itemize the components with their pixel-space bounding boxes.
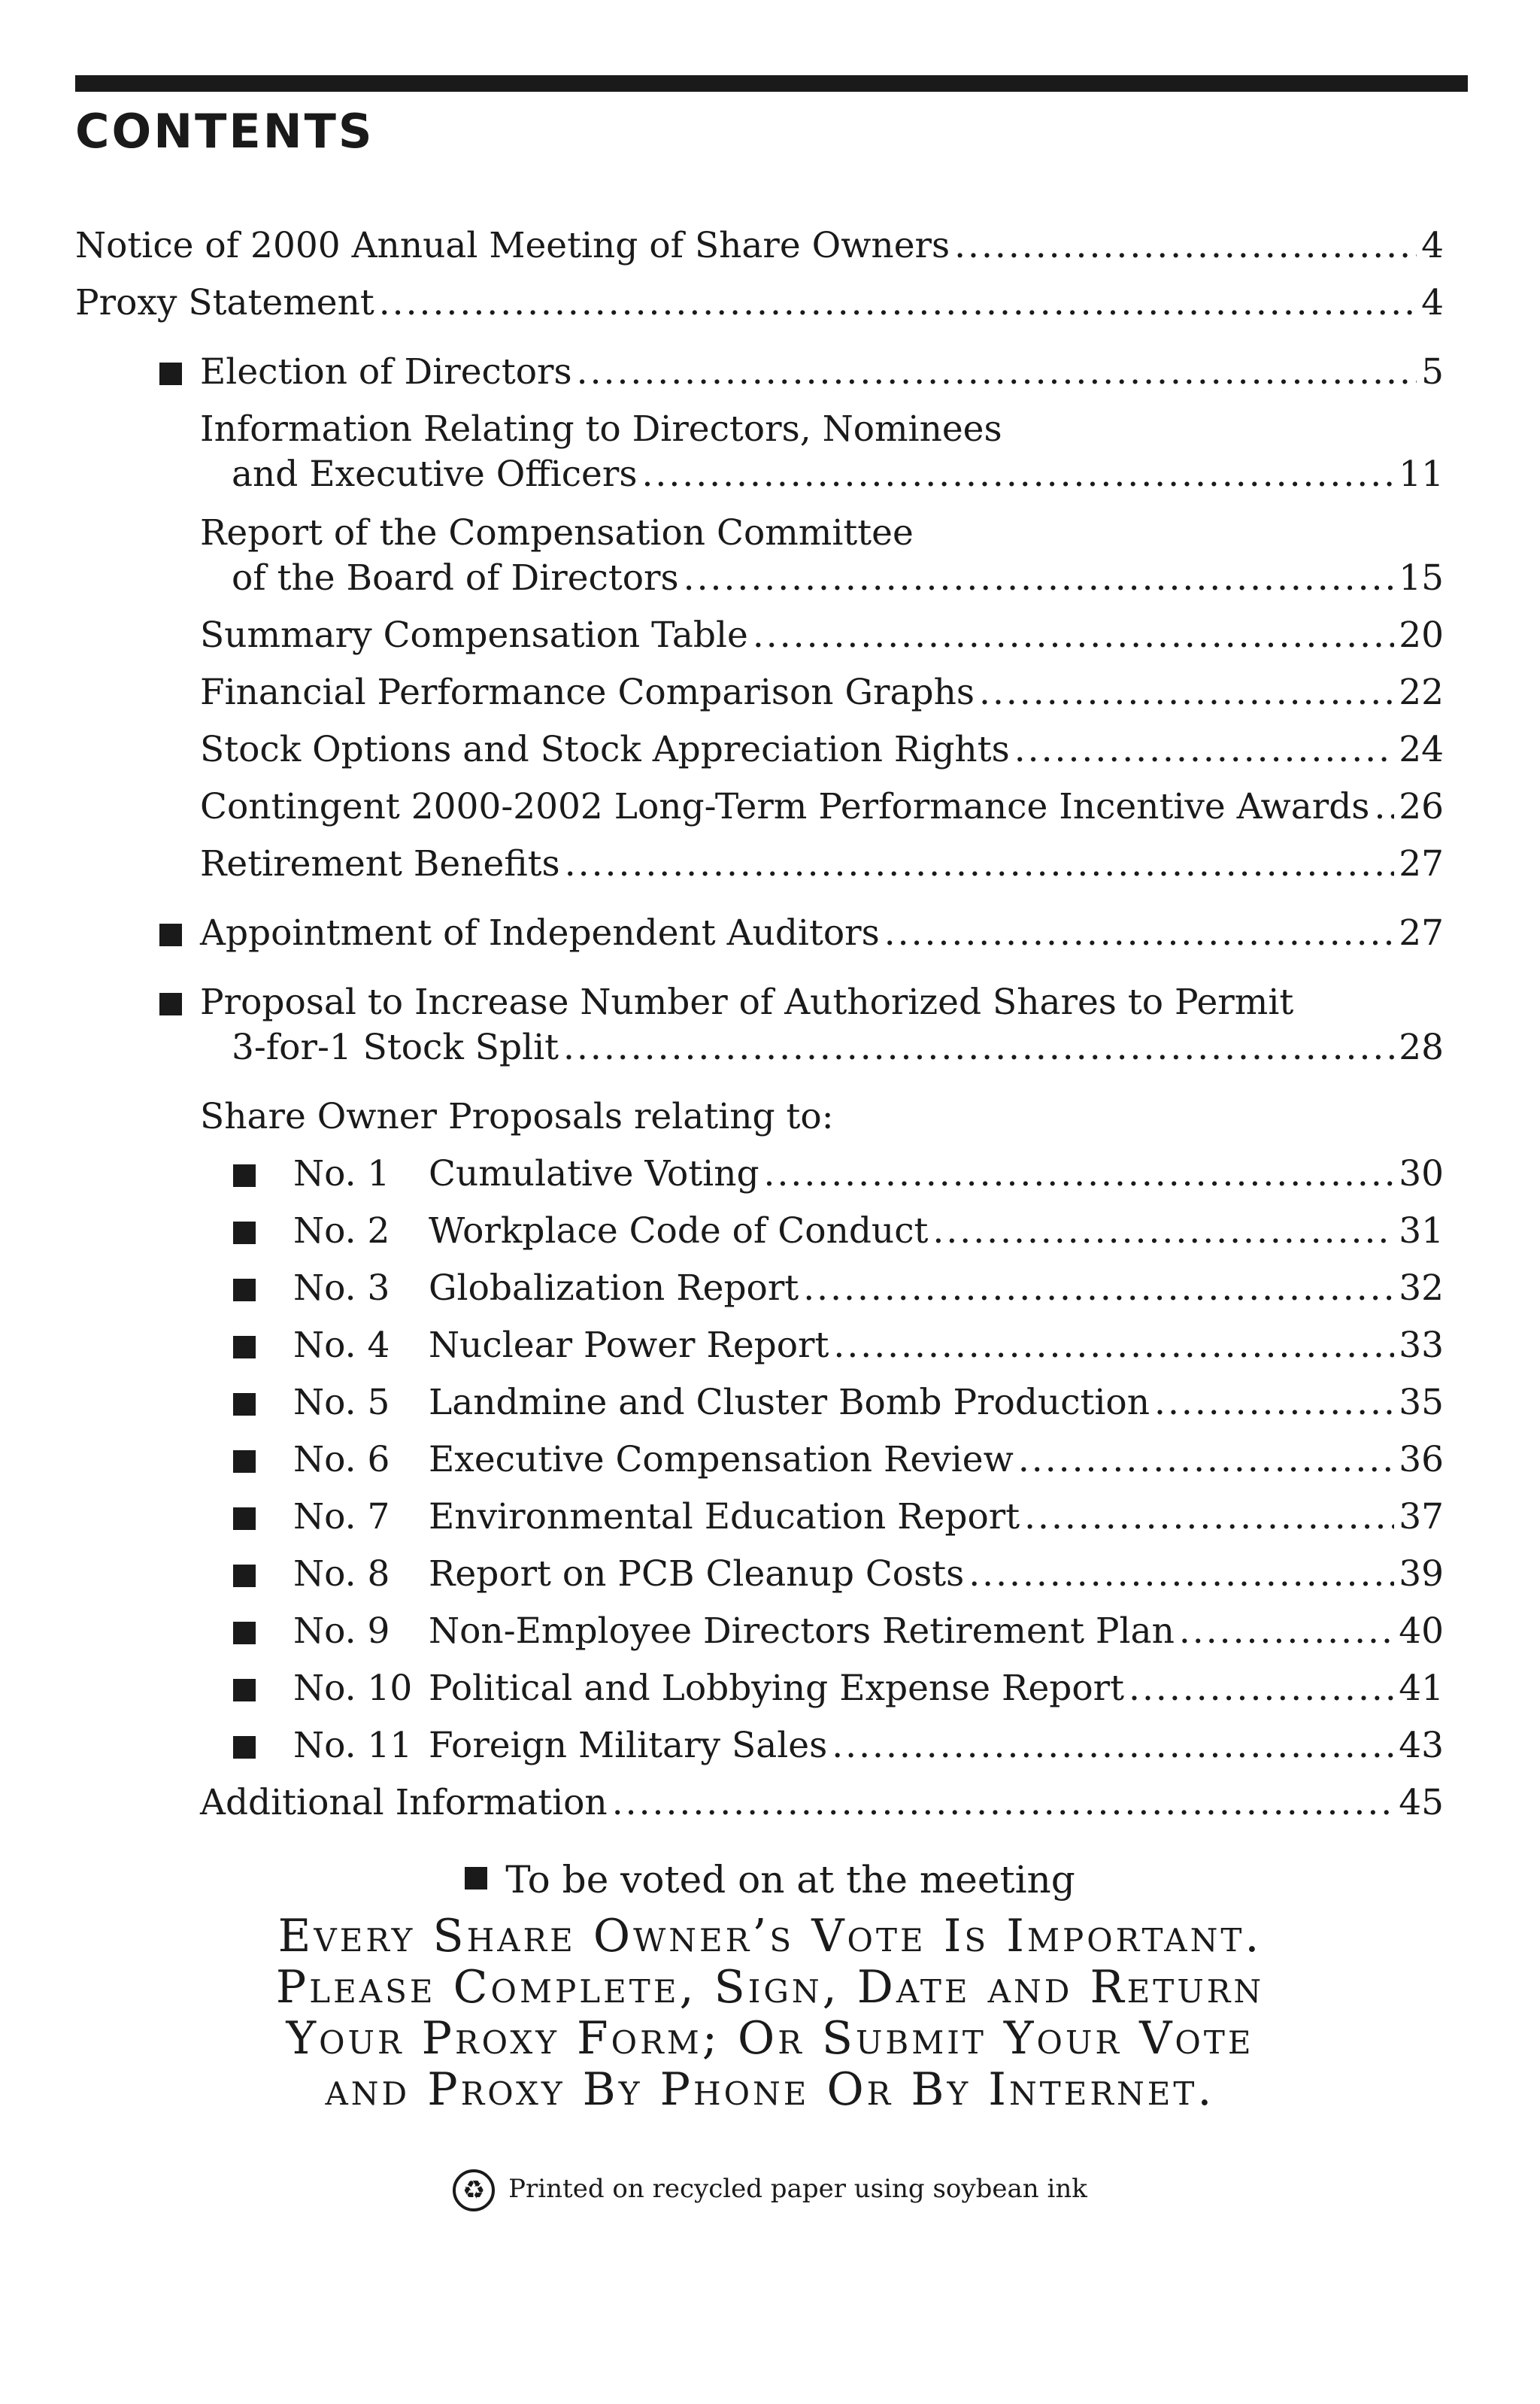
toc-entry-report[interactable] [232, 552, 1444, 605]
toc-entry-label: and Executive Officers [232, 454, 638, 495]
toc-entry-proposal-8[interactable] [293, 1548, 1444, 1601]
toc-entry-proposal-7[interactable] [293, 1491, 1444, 1543]
toc-entry-proposal-2[interactable] [293, 1205, 1444, 1258]
dot-leader [577, 346, 1417, 399]
toc-page-number: 15 [1399, 557, 1444, 599]
square-bullet-icon [233, 1336, 256, 1358]
page-title: CONTENTS [75, 104, 374, 159]
toc-page-number: 41 [1399, 1668, 1444, 1709]
toc-page-number: 39 [1399, 1553, 1444, 1595]
dot-leader [954, 220, 1417, 272]
toc-entry-proposal-4[interactable] [293, 1319, 1444, 1372]
square-bullet-icon [233, 1679, 256, 1701]
dot-leader [979, 666, 1394, 719]
square-bullet-icon [159, 924, 182, 946]
toc-entry-label: Landmine and Cluster Bomb Production [429, 1382, 1150, 1423]
toc-entry-label: Election of Directors [200, 351, 572, 393]
proposal-number: No. 10 [293, 1668, 413, 1709]
toc-entry-proposal-10[interactable] [293, 1662, 1444, 1715]
toc-page-number: 20 [1399, 615, 1444, 656]
vote-notice [0, 1911, 1540, 2115]
toc-entry-proposal-6[interactable] [293, 1434, 1444, 1486]
toc-page-number: 32 [1399, 1267, 1444, 1309]
toc-entry-label: Notice of 2000 Annual Meeting of Share Owners [75, 225, 950, 266]
square-bullet-icon [233, 1450, 256, 1473]
toc-page-number: 11 [1399, 454, 1444, 495]
toc-page-number: 26 [1399, 786, 1444, 827]
toc-entry-label: Appointment of Independent Auditors [200, 912, 880, 954]
square-bullet-icon [159, 363, 182, 385]
proposal-number: No. 9 [293, 1610, 390, 1652]
toc-entry-label: Report on PCB Cleanup Costs [429, 1553, 965, 1595]
dot-leader [1374, 781, 1394, 833]
toc-page-number: 30 [1399, 1153, 1444, 1194]
square-bullet-icon [233, 1164, 256, 1187]
square-bullet-icon [233, 1393, 256, 1416]
proposal-number: No. 1 [293, 1153, 390, 1194]
toc-entry-proxy-statement[interactable] [75, 277, 1444, 329]
toc-entry-election[interactable] [200, 346, 1444, 399]
toc-page-number: 33 [1399, 1325, 1444, 1366]
toc-page-number: 4 [1421, 225, 1444, 266]
toc-entry-auditors[interactable] [200, 907, 1444, 960]
proposal-number: No. 2 [293, 1210, 390, 1252]
toc-page-number: 37 [1399, 1496, 1444, 1537]
toc-page-number: 27 [1399, 843, 1444, 885]
toc-page-number: 36 [1399, 1439, 1444, 1480]
toc-entry-info[interactable] [232, 448, 1444, 501]
toc-page-number: 27 [1399, 912, 1444, 954]
bullet-legend-text: To be voted on at the meeting [505, 1858, 1075, 1902]
toc-page-number: 4 [1421, 282, 1444, 323]
toc-entry-stock-options[interactable] [200, 724, 1444, 776]
dot-leader [565, 838, 1395, 891]
dot-leader [612, 1777, 1394, 1829]
vote-notice-line: and Proxy By Phone Or By Internet. [325, 2063, 1215, 2116]
dot-leader [803, 1262, 1394, 1315]
proposal-number: No. 3 [293, 1267, 390, 1309]
vote-notice-line: Your Proxy Form; Or Submit Your Vote [286, 2012, 1254, 2065]
dot-leader [1129, 1662, 1394, 1715]
toc-entry-additional[interactable] [200, 1777, 1444, 1829]
toc-entry-label: Proxy Statement [75, 282, 374, 323]
dot-leader [1154, 1377, 1394, 1429]
dot-leader [1018, 1434, 1394, 1486]
dot-leader [684, 552, 1395, 605]
toc-entry-summary[interactable] [200, 609, 1444, 662]
toc-entry-notice[interactable] [75, 220, 1444, 272]
square-bullet-icon [233, 1736, 256, 1759]
recycle-icon [453, 2169, 495, 2211]
dot-leader [1014, 724, 1394, 776]
dot-leader [833, 1319, 1394, 1372]
toc-entry-proposal-9[interactable] [293, 1605, 1444, 1658]
proposal-number: No. 5 [293, 1382, 390, 1423]
dot-leader [753, 609, 1394, 662]
vote-notice-line: Please Complete, Sign, Date and Return [275, 1961, 1265, 2014]
dot-leader [764, 1148, 1395, 1200]
toc-entry-financial[interactable] [200, 666, 1444, 719]
dot-leader [969, 1548, 1394, 1601]
toc-entry-label: Nuclear Power Report [429, 1325, 829, 1366]
toc-entry-label: Workplace Code of Conduct [429, 1210, 929, 1252]
toc-page-number: 24 [1399, 729, 1444, 770]
dot-leader [379, 277, 1417, 329]
proposal-number: No. 7 [293, 1496, 390, 1537]
proposal-number: No. 4 [293, 1325, 390, 1366]
toc-entry-contingent[interactable] [200, 781, 1444, 833]
dot-leader [641, 448, 1394, 501]
square-bullet-icon [159, 993, 182, 1015]
square-bullet-icon [233, 1622, 256, 1644]
recycled-note [0, 2166, 1540, 2211]
toc-entry-proposal-5[interactable] [293, 1377, 1444, 1429]
toc-entry-proposal-11[interactable] [293, 1720, 1444, 1772]
toc-entry-label: of the Board of Directors [232, 557, 679, 599]
proposal-number: No. 6 [293, 1439, 390, 1480]
dot-leader [563, 1021, 1394, 1074]
toc-entry-label: Environmental Education Report [429, 1496, 1020, 1537]
toc-page-number: 31 [1399, 1210, 1444, 1252]
toc-page-number: 43 [1399, 1725, 1444, 1766]
proposal-number: No. 11 [293, 1725, 413, 1766]
square-bullet-icon [233, 1507, 256, 1530]
toc-entry-label: Political and Lobbying Expense Report [429, 1668, 1124, 1709]
toc-entry-proposal-line1: Proposal to Increase Number of Authorized Shares to Permit [200, 982, 1294, 1023]
toc-entry-label: Contingent 2000-2002 Long-Term Performance Incentive Awards [200, 786, 1370, 827]
square-bullet-icon [465, 1867, 487, 1890]
toc-page-number: 35 [1399, 1382, 1444, 1423]
toc-entry-label: Globalization Report [429, 1267, 799, 1309]
recycled-note-text: Printed on recycled paper using soybean ink [508, 2174, 1087, 2204]
toc-entry-label: Summary Compensation Table [200, 615, 748, 656]
toc-entry-label: Foreign Military Sales [429, 1725, 828, 1766]
toc-entry-label: Executive Compensation Review [429, 1439, 1014, 1480]
dot-leader [1179, 1605, 1394, 1658]
toc-entry-proposal-3[interactable] [293, 1262, 1444, 1315]
dot-leader [884, 907, 1394, 960]
dot-leader [932, 1205, 1394, 1258]
square-bullet-icon [233, 1222, 256, 1244]
toc-entry-label: Financial Performance Comparison Graphs [200, 672, 975, 713]
toc-entry-label: Additional Information [200, 1782, 608, 1823]
bullet-legend [0, 1853, 1540, 1906]
dot-leader [1024, 1491, 1394, 1543]
toc-page-number: 28 [1399, 1027, 1444, 1068]
toc-entry-label: Retirement Benefits [200, 843, 560, 885]
toc-entry-label: Cumulative Voting [429, 1153, 759, 1194]
toc-entry-retirement[interactable] [200, 838, 1444, 891]
top-rule [75, 75, 1468, 92]
toc-entry-info-line1: Information Relating to Directors, Nominees [200, 408, 1002, 450]
proposal-number: No. 8 [293, 1553, 390, 1595]
toc-entry-proposal-1[interactable] [293, 1148, 1444, 1200]
share-owner-proposals-heading: Share Owner Proposals relating to: [200, 1096, 834, 1137]
toc-page-number: 45 [1399, 1782, 1444, 1823]
square-bullet-icon [233, 1279, 256, 1301]
toc-entry-label: Non-Employee Directors Retirement Plan [429, 1610, 1175, 1652]
square-bullet-icon [233, 1565, 256, 1587]
vote-notice-line: Every Share Owner’s Vote Is Important. [277, 1910, 1263, 1962]
toc-entry-label: 3-for-1 Stock Split [232, 1027, 559, 1068]
toc-page-number: 5 [1421, 351, 1444, 393]
toc-page-number: 22 [1399, 672, 1444, 713]
toc-entry-proposal[interactable] [232, 1021, 1444, 1074]
dot-leader [832, 1720, 1394, 1772]
toc-page-number: 40 [1399, 1610, 1444, 1652]
toc-entry-report-line1: Report of the Compensation Committee [200, 512, 914, 554]
toc-entry-label: Stock Options and Stock Appreciation Rights [200, 729, 1010, 770]
